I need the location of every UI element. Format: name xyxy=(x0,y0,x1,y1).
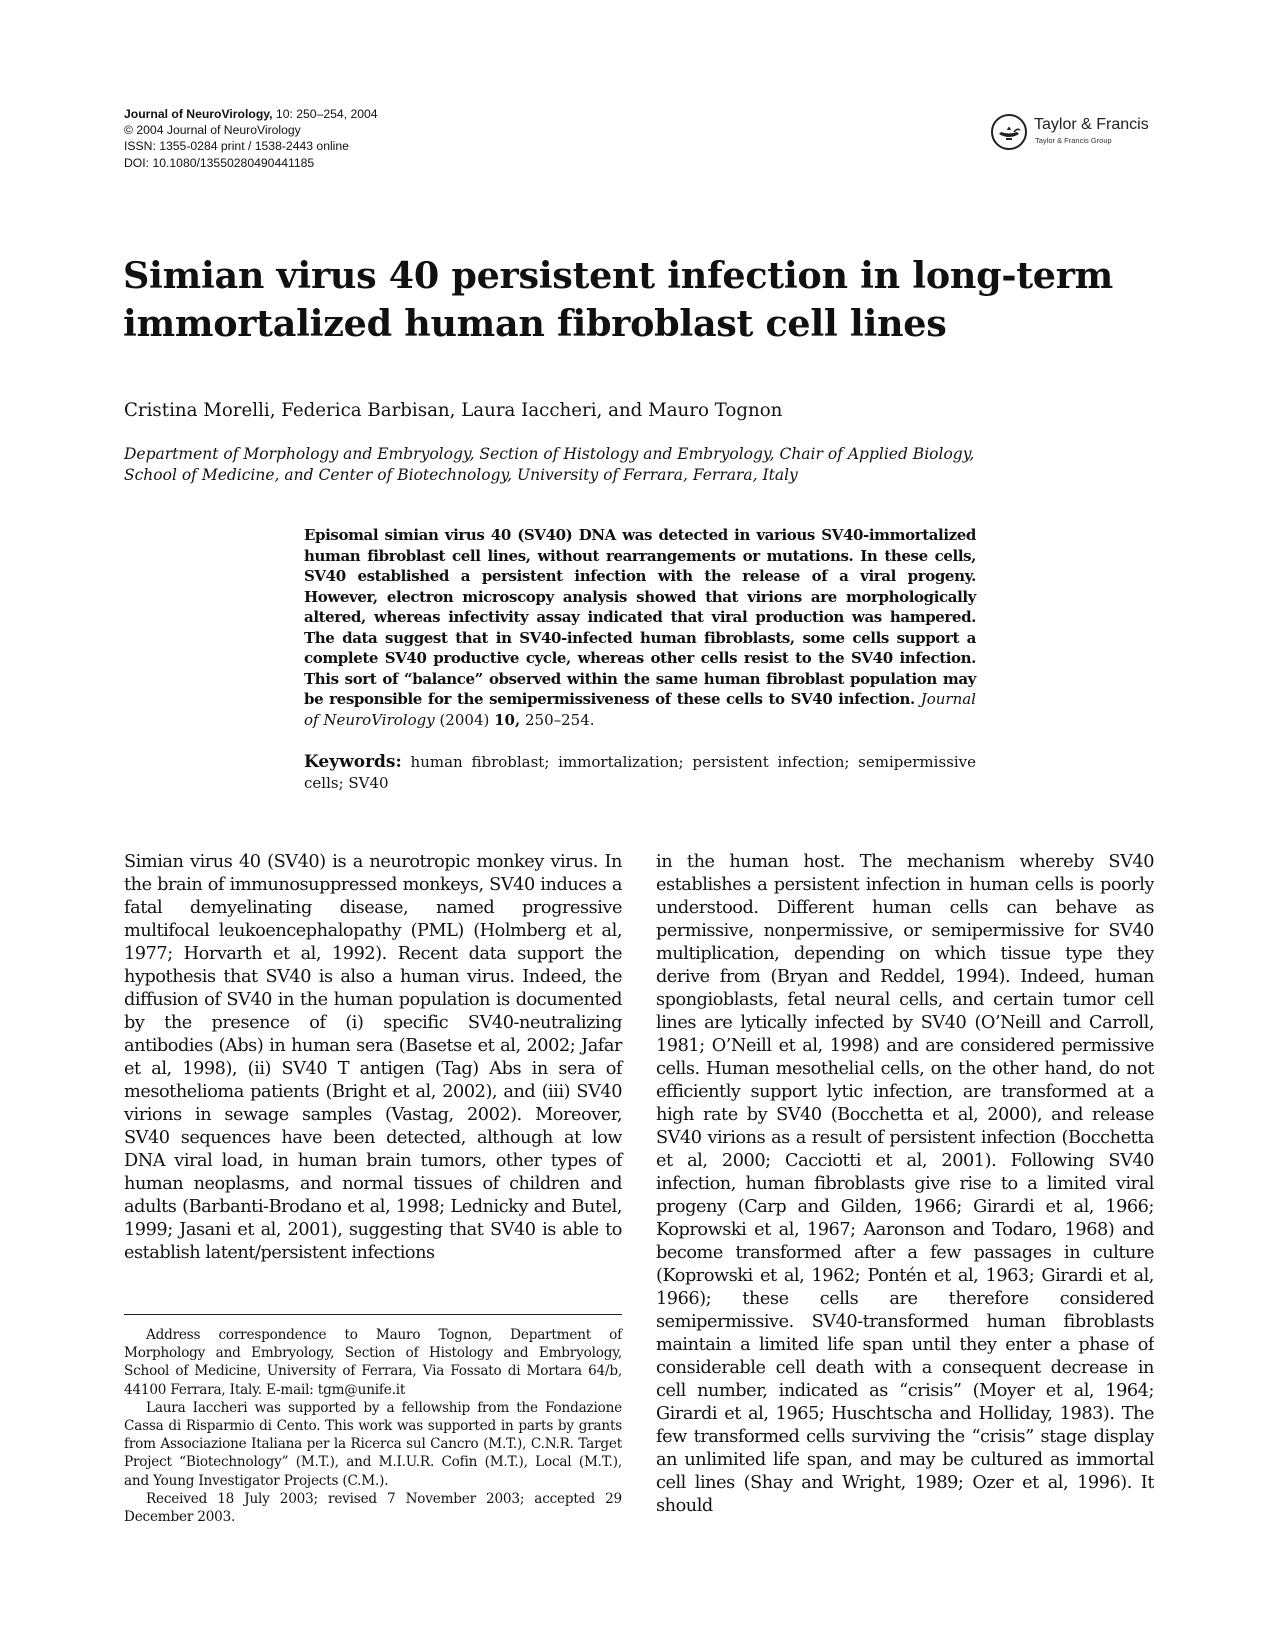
lamp-logo-icon xyxy=(990,113,1028,151)
citation-pages: 250–254. xyxy=(520,710,595,729)
footnote-received: Received 18 July 2003; revised 7 November 2003; accepted 29 December 2003. xyxy=(124,1490,622,1526)
abstract-body: Episomal simian virus 40 (SV40) DNA was detected in various SV40-immortalized human fibroblast cell lines, without rearrangements or mutations. In these cells, SV40 established a persistent infection with the release of a viral progeny. However, electron microscopy analysis showed that virions are morphologically altered, whereas infectivity assay indicated that viral production was hampered. The data suggest that in SV40-infected human fibroblasts, some cells support a complete SV40 productive cycle, whereas other cells resist to the SV40 infection. This sort of “balance” observed within the same human fibroblast population may be responsible for the semipermissiveness of these cells to SV40 infection. xyxy=(304,526,976,708)
body-column-left xyxy=(124,851,622,1265)
keywords xyxy=(304,752,976,793)
citation-year: (2004) xyxy=(434,710,495,729)
issn-line: ISSN: 1355-0284 print / 1538-2443 online xyxy=(124,139,349,154)
journal-name: Journal of NeuroVirology, xyxy=(124,107,273,121)
article-title xyxy=(123,252,1123,348)
publisher-name: Taylor & Francis xyxy=(1034,116,1149,133)
abstract xyxy=(304,525,976,730)
right-column-text: in the human host. The mechanism whereby SV40 establishes a persistent infection in human cells is poorly understood. Different human cells can behave as permissive, nonpermissive, or semipermissive for SV40 multiplication, depending on which tissue type they derive from (Bryan and Reddel, 1994). Indeed, human spongioblasts, fetal neural cells, and certain tumor cell lines are lytically infected by SV40 (O’Neill and Carroll, 1981; O’Neill et al, 1998) and are considered permissive cells. Human mesothelial cells, on the other hand, do not efficiently support lytic infection, are transformed at a high rate by SV40 (Bocchetta et al, 2000), and release SV40 virions as a result of persistent infection (Bocchetta et al, 2000; Cacciotti et al, 2001). Following SV40 infection, human fibroblasts give rise to a limited viral progeny (Carp and Gilden, 1966; Girardi et al, 1966; Koprowski et al, 1967; Aaronson and Todaro, 1968) and become transformed after a few passages in culture (Koprowski et al, 1962; Pontén et al, 1963; Girardi et al, 1966); these cells are therefore considered semipermissive. SV40-transformed human fibroblasts maintain a limited life span until they enter a phase of considerable cell death with a consequent decrease in cell number, indicated as “crisis” (Moyer et al, 1964; Girardi et al, 1965; Huschtscha and Holliday, 1983). The few transformed cells surviving the “crisis” stage display an unlimited life span, and may be cultured as immortal cell lines (Shay and Wright, 1989; Ozer et al, 1996). It should xyxy=(656,852,1154,1516)
keywords-label: Keywords: xyxy=(304,752,402,772)
volume-pages: 10: 250–254, 2004 xyxy=(272,107,378,121)
publisher-group: Taylor & Francis Group xyxy=(1035,136,1112,145)
title-line-1: Simian virus 40 persistent infection in long-term xyxy=(123,254,1113,297)
doi-line: DOI: 10.1080/13550280490441185 xyxy=(124,155,315,170)
affiliation-line-1: Department of Morphology and Embryology, Section of Histology and Embryology, Chair of Applied Biology, xyxy=(124,445,975,463)
affiliation xyxy=(124,444,1124,486)
title-line-2: immortalized human fibroblast cell lines xyxy=(123,302,947,345)
citation-volume: 10, xyxy=(494,710,521,729)
footnote-funding: Laura Iaccheri was supported by a fellowship from the Fondazione Cassa di Risparmio di Cento. This work was supported in parts by grants from Associazione Italiana per la Ricerca sul Cancro (M.T.), C.N.R. Target Project “Biotechnology” (M.T.), and M.I.U.R. Cofin (M.T.), Local (M.T.), and Young Investigator Projects (C.M.). xyxy=(124,1399,622,1489)
journal-header xyxy=(124,106,724,171)
affiliation-line-2: School of Medicine, and Center of Biotechnology, University of Ferrara, Ferrara, Italy xyxy=(124,466,798,484)
citation-journal: Journal of NeuroVirology xyxy=(304,690,976,729)
keywords-text: human fibroblast; immortalization; persistent infection; semipermissive cells; SV40 xyxy=(304,753,976,792)
body-column-right xyxy=(656,851,1154,1531)
footnote-correspondence: Address correspondence to Mauro Tognon, Department of Morphology and Embryology, Section of Histology and Embryology, School of Medicine, University of Ferrara, Via Fossato di Mortara 64/b, 44100 Ferrara, Italy. E-mail: tgm@unife.it xyxy=(124,1327,622,1398)
authors: Cristina Morelli, Federica Barbisan, Laura Iaccheri, and Mauro Tognon xyxy=(124,400,783,421)
footnote-divider xyxy=(124,1314,622,1315)
footnotes xyxy=(124,1326,622,1526)
publisher-logo xyxy=(990,113,1190,157)
left-column-text: Simian virus 40 (SV40) is a neurotropic monkey virus. In the brain of immunosuppressed monkeys, SV40 induces a fatal demyelinating disease, named progressive multifocal leukoencephalopathy (PML) (Holmberg et al, 1977; Horvarth et al, 1992). Recent data support the hypothesis that SV40 is also a human virus. Indeed, the diffusion of SV40 in the human population is documented by the presence of (i) specific SV40-neutralizing antibodies (Abs) in human sera (Basetse et al, 2002; Jafar et al, 1998), (ii) SV40 T antigen (Tag) Abs in sera of mesothelioma patients (Bright et al, 2002), and (iii) SV40 virions in sewage samples (Vastag, 2002). Moreover, SV40 sequences have been detected, although at low DNA viral load, in human brain tumors, other types of human neoplasms, and normal tissues of children and adults (Barbanti-Brodano et al, 1998; Lednicky and Butel, 1999; Jasani et al, 2001), suggesting that SV40 is able to establish latent/persistent infections xyxy=(124,852,622,1263)
copyright-line: © 2004 Journal of NeuroVirology xyxy=(124,123,301,138)
